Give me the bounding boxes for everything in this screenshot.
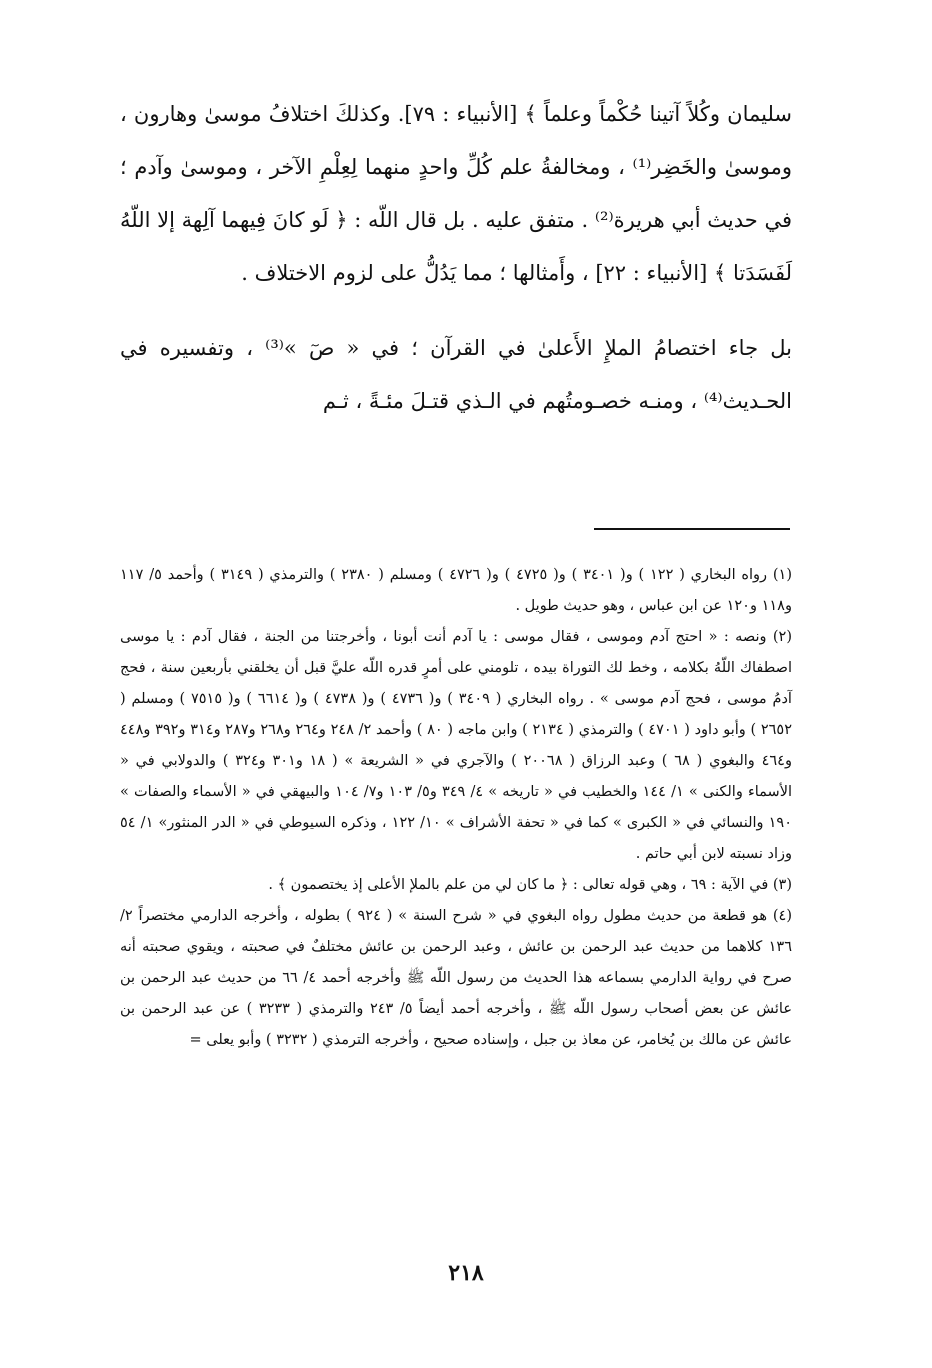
footnote-3: (٣) في الآية : ٦٩ ، وهي قوله تعالى : ﴿ ما كان لي من علم بالملإ الأعلى إذ يختصمون ﴾ . bbox=[268, 877, 792, 893]
main-paragraph: بل جاء اختصامُ الملإِ الأَعلىٰ في القرآن ؛ في « صٓ »⁽³⁾ ، وتفسيره في الحـديث⁽⁴⁾ ، ومنـه خصـومتُهم في الـذي قتـلَ مئـةً ، ثـم bbox=[120, 336, 792, 413]
footnote-2: (٢) ونصه : « احتج آدم وموسى ، فقال موسى : يا آدم أنت أبونا ، وأخرجتنا من الجنة ، فقال آدم : يا موسى اصطفاك اللّهُ بكلامه ، وخط لك التوراة بيده ، تلومني على أمرٍ قدره اللّه عليَّ قبل أن يخلقني بأربعين سنة ، فحج آدمُ موسى ، فحج آدم موسى » . رواه البخاري ( ٣٤٠٩ ) و( ٤٧٣٦ ) و( ٤٧٣٨ ) و( ٦٦١٤ ) و( ٧٥١٥ ) ومسلم ( ٢٦٥٢ ) وأبو داود ( ٤٧٠١ ) والترمذي ( ٢١٣٤ ) وابن ماجه ( ٨٠ ) وأحمد ٢/ ٢٤٨ و٢٦٤ و٢٦٨ و٢٨٧ و٣١٤ و٣٩٢ و٤٤٨ و٤٦٤ والبغوي ( ٦٨ ) وعبد الرزاق ( ٢٠٠٦٨ ) والآجري في « الشريعة » ( ١٨ و٣٠١ و٣٢٤ ) والدولابي في « الأسماء والكنى » ١/ ١٤٤ والخطيب في « تاريخه » ٤/ ٣٤٩ و٥/ ١٠٣ و٧/ ١٠٤ والبيهقي في « الأسماء والصفات » ١٩٠ والنسائي في « الكبرى » كما في « تحفة الأشراف » ١٠/ ١٢٢ ، وذكره السيوطي في « الدر المنثور» ١/ ٥٤ وزاد نسبته لابن أبي حاتم . bbox=[120, 629, 793, 862]
page-number: ٢١٨ bbox=[448, 1260, 484, 1286]
main-paragraph: سليمان وكُلاً آتينا حُكْماً وعلماً ﴾ [الأنبياء : ٧٩]. وكذلكَ اختلافُ موسىٰ وهارون ، وموسىٰ والخَضِر⁽¹⁾ ، ومخالفةُ علم كُلِّ واحدٍ منهما لِعِلْمِ الآخر ، وموسىٰ وآدم ؛ في حديث أبي هريرة⁽²⁾ . متفق عليه . بل قال اللّه : ﴿ لَو كانَ فِيهما آلِهة إلا اللّهُ لَفَسَدَتا ﴾ [الأنبياء : ٢٢] ، وأَمثالها ؛ مما يَدُلُّ على لزوم الاختلاف . bbox=[120, 102, 793, 285]
main-text-block bbox=[120, 88, 792, 428]
footnote-separator bbox=[594, 528, 790, 530]
footnotes-block bbox=[120, 560, 792, 1056]
footnote-1: (١) رواه البخاري ( ١٢٢ ) و( ٣٤٠١ ) و( ٤٧٢٥ ) و( ٤٧٢٦ ) ومسلم ( ٢٣٨٠ ) والترمذي ( ٣١٤٩ ) وأحمد ٥/ ١١٧ و١١٨ و١٢٠ عن ابن عباس ، وهو حديث طويل . bbox=[120, 567, 793, 614]
footnote-4: (٤) هو قطعة من حديث مطول رواه البغوي في « شرح السنة » ( ٩٢٤ ) بطوله ، وأخرجه الدارمي مختصراً ٢/ ١٣٦ كلاهما من حديث عبد الرحمن بن عائش ، وعبد الرحمن بن عائش مختلفٌ في صحبته ، ويقوي صحبته أنه صرح في رواية الدارمي بسماعه هذا الحديث من رسول اللّه ﷺ وأخرجه أحمد ٤/ ٦٦ من حديث عبد الرحمن بن عائش عن بعض أصحاب رسول اللّه ﷺ ، وأخرجه أحمد أيضاً ٥/ ٢٤٣ والترمذي ( ٣٢٣٣ ) عن عبد الرحمن بن عائش عن مالك بن يُخامر، عن معاذ بن جبل ، وإسناده صحيح ، وأخرجه الترمذي ( ٣٢٣٢ ) وأبو يعلى = bbox=[120, 908, 792, 1048]
